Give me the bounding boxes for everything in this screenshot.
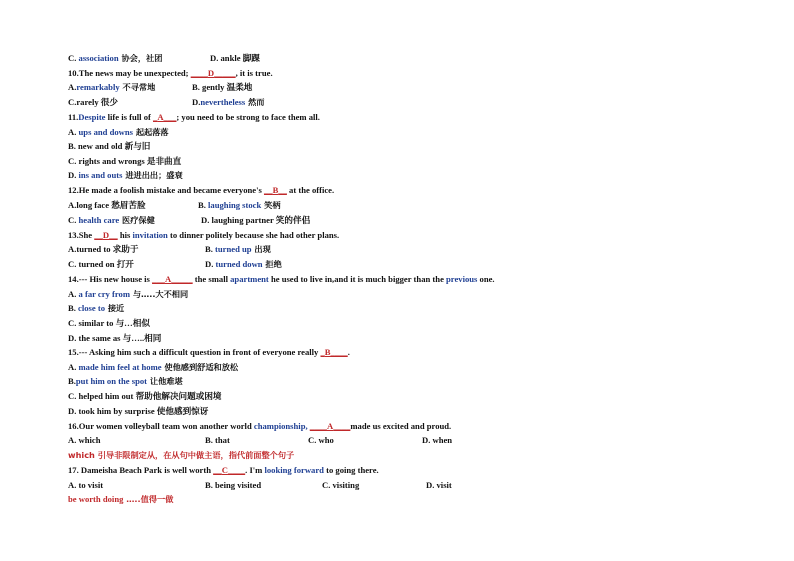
translation: 接近: [105, 303, 125, 313]
answer-blank: ___: [163, 112, 177, 122]
option-text: D. laughing partner 笑的伴侣: [201, 215, 311, 225]
option-letter: C.: [68, 53, 79, 63]
option-line: [201, 213, 310, 227]
answer-blank: __: [263, 185, 273, 195]
vocab-term: laughing stock: [208, 200, 262, 210]
option-letter: B.: [68, 376, 76, 386]
question-13: [68, 228, 339, 242]
option-text: D. the same as 与…..相同: [68, 333, 162, 343]
answer-blank: _____: [214, 68, 236, 78]
question-17: [68, 463, 379, 477]
translation: 与…..大不相同: [129, 289, 189, 299]
option-line: [205, 433, 230, 447]
option-text: A.long face 愁眉苦脸: [68, 200, 146, 210]
option-letter: C.: [68, 215, 79, 225]
translation: 协会，社团: [118, 53, 163, 63]
option-letter: D.: [68, 170, 79, 180]
option-text: D. visit: [426, 480, 452, 490]
option-letter: A.: [68, 127, 79, 137]
option-text: D. took him by surprise 使他感到惊讶: [68, 406, 209, 416]
translation: 笑柄: [261, 200, 281, 210]
translation: 医疗保健: [119, 215, 155, 225]
option-line: [68, 287, 188, 301]
answer-blank: __: [109, 230, 118, 240]
option-letter: A.: [68, 362, 79, 372]
vocab-term: championship,: [253, 421, 308, 431]
vocab-term: made him feel at home: [78, 362, 162, 372]
answer-blank: _: [153, 112, 158, 122]
option-text: D. when: [422, 435, 453, 445]
vocab-term: turned up: [215, 244, 252, 254]
option-line: [422, 433, 452, 447]
option-line: [68, 374, 183, 388]
grammar-note: [68, 448, 294, 462]
option-text: D. ankle 脚踝: [210, 53, 260, 63]
answer-blank: ____: [333, 421, 351, 431]
option-letter: D.: [192, 97, 201, 107]
question-text: 16.Our women volleyball team won another world: [68, 421, 254, 431]
option-line: [68, 51, 162, 65]
answer-letter: D: [102, 230, 110, 240]
vocab-term: put him on the spot: [75, 376, 148, 386]
question-text: one.: [477, 274, 495, 284]
question-text: 10.The news may be unexpected;: [68, 68, 191, 78]
option-text: A. which: [68, 435, 101, 445]
vocab-term: Despite: [78, 112, 106, 122]
option-letter: D.: [205, 259, 216, 269]
option-line: [198, 198, 281, 212]
question-text: he used to live in,and it is much bigger than the: [268, 274, 447, 284]
answer-letter: A: [157, 112, 164, 122]
option-line: [205, 242, 271, 256]
vocab-term: ins and outs: [78, 170, 123, 180]
option-text: C. turned on 打开: [68, 259, 134, 269]
question-text: the small: [192, 274, 231, 284]
option-text: C. who: [308, 435, 334, 445]
option-line: [210, 51, 260, 65]
answer-blank: __: [278, 185, 287, 195]
question-10: [68, 66, 273, 80]
option-letter: B.: [198, 200, 209, 210]
answer-letter: D: [207, 68, 215, 78]
question-number: 11.: [68, 112, 79, 122]
translation: 进进出出；盛衰: [122, 170, 183, 180]
option-line: [68, 404, 208, 418]
option-line: [68, 316, 150, 330]
question-text: , it is true.: [235, 68, 273, 78]
note-term: be worth doing: [68, 494, 124, 504]
answer-letter: B: [324, 347, 331, 357]
translation: 让他难堪: [147, 376, 183, 386]
option-line: [68, 125, 169, 139]
option-text: C. rights and wrongs 是非曲直: [68, 156, 182, 166]
option-letter: A.: [68, 289, 79, 299]
answer-letter: A: [326, 421, 334, 431]
option-letter: B.: [205, 244, 216, 254]
question-text: . I'm: [245, 465, 265, 475]
question-11: [68, 110, 320, 124]
question-16: [68, 419, 451, 433]
question-text: at the office.: [286, 185, 335, 195]
vocab-term: health care: [78, 215, 120, 225]
question-text: 17. Dameisha Beach Park is well worth: [68, 465, 214, 475]
option-line: [68, 139, 150, 153]
option-text: C. similar to 与…相似: [68, 318, 150, 328]
vocab-term: looking forward: [264, 465, 324, 475]
question-text: 14.--- His new house is: [68, 274, 153, 284]
option-line: [322, 478, 359, 492]
option-text: C. helped him out 帮助他解决问题或困境: [68, 391, 222, 401]
option-line: [68, 95, 118, 109]
option-line: [68, 478, 103, 492]
answer-blank: ____: [190, 68, 208, 78]
option-line: [68, 80, 155, 94]
vocab-term: remarkably: [76, 82, 120, 92]
option-line: [68, 433, 100, 447]
answer-blank: ___: [152, 274, 165, 284]
option-line: [205, 478, 261, 492]
question-text: 15.--- Asking him such a difficult question in front of everyone really: [68, 347, 321, 357]
vocab-term: turned down: [215, 259, 263, 269]
option-line: [68, 257, 134, 271]
note-text: …..值得一做: [123, 494, 174, 504]
question-text: 13.She: [68, 230, 95, 240]
option-letter: A.: [68, 82, 77, 92]
vocab-term: association: [78, 53, 119, 63]
vocab-term: nevertheless: [200, 97, 246, 107]
question-15: [68, 345, 350, 359]
answer-blank: __: [213, 465, 222, 475]
answer-letter: A: [164, 274, 172, 284]
option-line: [68, 301, 124, 315]
option-line: [68, 242, 138, 256]
option-line: [68, 198, 146, 212]
vocab-term: previous: [446, 274, 478, 284]
translation: 拒绝: [262, 259, 282, 269]
option-text: B. new and old 新与旧: [68, 141, 151, 151]
option-text: A.turned to 求助于: [68, 244, 139, 254]
answer-letter: B: [272, 185, 279, 195]
option-line: [192, 80, 252, 94]
option-line: [68, 389, 222, 403]
option-line: [68, 360, 238, 374]
option-line: [68, 331, 161, 345]
vocab-term: apartment: [230, 274, 269, 284]
translation: 然而: [245, 97, 265, 107]
question-12: [68, 183, 334, 197]
option-text: C.rarely 很少: [68, 97, 118, 107]
answer-blank: ____: [309, 421, 327, 431]
translation: 不寻常地: [119, 82, 156, 92]
option-line: [68, 154, 181, 168]
vocab-term: ups and downs: [78, 127, 133, 137]
option-line: [68, 213, 155, 227]
vocab-term: invitation: [132, 230, 168, 240]
option-line: [308, 433, 334, 447]
question-text: his: [117, 230, 133, 240]
option-line: [426, 478, 452, 492]
question-text: .: [347, 347, 350, 357]
answer-letter: C: [221, 465, 228, 475]
vocab-term: close to: [78, 303, 105, 313]
option-letter: B.: [68, 303, 79, 313]
option-line: [192, 95, 264, 109]
vocab-term: a far cry from: [78, 289, 130, 299]
question-text: 12.He made a foolish mistake and became everyone's: [68, 185, 264, 195]
answer-blank: ____: [227, 465, 246, 475]
option-line: [68, 168, 183, 182]
question-14: [68, 272, 495, 286]
note-text: which 引导非限制定从，在从句中做主语，指代前面整个句子: [68, 450, 295, 460]
answer-blank: ____: [330, 347, 348, 357]
option-line: [205, 257, 282, 271]
answer-blank: __: [94, 230, 103, 240]
translation: 起起落落: [132, 127, 169, 137]
answer-blank: _: [320, 347, 325, 357]
option-text: C. visiting: [322, 480, 360, 490]
answer-blank: _____: [171, 274, 193, 284]
question-text: life is full of: [105, 112, 154, 122]
grammar-note: [68, 492, 173, 506]
option-text: A. to visit: [68, 480, 104, 490]
question-text: ; you need to be strong to face them all.: [176, 112, 320, 122]
option-text: B. being visited: [205, 480, 262, 490]
question-text: to going there.: [323, 465, 379, 475]
question-text: made us excited and proud.: [350, 421, 452, 431]
question-text: to dinner politely because she had other plans.: [167, 230, 340, 240]
translation: 使他感到舒适和放松: [161, 362, 239, 372]
translation: 出现: [251, 244, 271, 254]
option-text: B. gently 温柔地: [192, 82, 253, 92]
option-text: B. that: [205, 435, 230, 445]
